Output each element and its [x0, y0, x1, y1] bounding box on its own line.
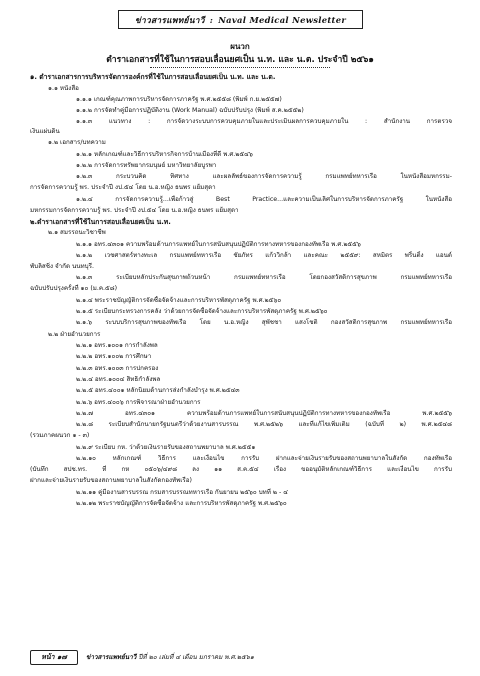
text-line: ๒.๑.๕ ระเบียบกระทรวงการคลัง ว่าด้วยการจัดซื้อจัดจ้างและการบริหารพัสดุภาครัฐ พ.ศ.๒๕๖๐: [76, 308, 328, 315]
text-line: ๒.๒.๙ ระเบียบ กห. ว่าด้วยเงินรายรับของสถานพยาบาล พ.ศ.๒๕๕๑: [76, 444, 256, 451]
text-line: ๑. ตำราเอกสารการบริหารจัดการองค์กรที่ใช้ในการสอบเลื่อนยศเป็น น.ท. และ น.ต.: [30, 73, 276, 81]
text-line: (รวมภาคผนวก ๑ - ๓): [30, 432, 90, 439]
header-separator: :: [209, 14, 214, 25]
text-line: ๒.๑ สมรรถนะวิชาชีพ: [48, 229, 106, 236]
text-line: ๒.๒.๖ อทร.๔๐๐๖ การพิจารณาฝ่ายอำนวยการ: [76, 399, 201, 406]
text-line: ๒.๑.๔ พระราชบัญญัติการจัดซื้อจัดจ้างและการบริหารพัสดุภาครัฐ พ.ศ.๒๕๖๐: [76, 297, 282, 304]
text-line: ๒.๒.๓ อทร.๑๐๐๓ การปกครอง: [76, 365, 159, 372]
footer-newsletter-name: ข่าวสารแพทย์นาวี: [86, 653, 137, 661]
newsletter-header: [118, 10, 363, 29]
text-line: ๑.๒ เอกสาร/บทความ: [48, 139, 106, 146]
document-title: ตำราเอกสารที่ใช้ในการสอบเลื่อนยศเป็น น.ท. และ น.ต. ประจำปี ๒๕๖๑: [106, 55, 374, 65]
text-line: ฉบับปรับปรุงครั้งที่ ๑๐ (ม.ค.๕๘): [30, 285, 118, 292]
footer-issue-info: [86, 652, 254, 662]
text-line: ๑.๒.๒ การจัดการทรัพยากรมนุษย์ มหาวิทยาลัยบูรพา: [76, 162, 217, 169]
text-line: ๑.๑.๑ เกณฑ์คุณภาพการบริหารจัดการภาครัฐ พ.ศ.๒๕๕๘ (พิมพ์ ก.ย.๒๕๕๗): [76, 96, 282, 103]
text-line: ฝากและจ่ายเงินรายรับของสถานพยาบาลในสังกัดกองทัพเรือ): [30, 477, 192, 484]
text-line: ๑.๒.๑ หลักเกณฑ์และวิธีการบริหารกิจการบ้านเมืองที่ดี พ.ศ.๒๕๔๖: [76, 151, 253, 158]
text-line: ๑.๒.๔ การจัดการความรู้...เพื่อก้าวสู่ Best Practice...และความเป็นเลิศในการบริหารจัดการภาครัฐ ในหนังสือ: [76, 196, 452, 203]
page-footer: [30, 650, 450, 666]
title-divider: [150, 67, 330, 68]
text-line: ๒.๑.๑ อทร.๔๓๐๑ ความพร้อมด้านการแพทย์ในการสนับสนุนปฏิบัติการทางทหารของกองทัพเรือ พ.ศ.๒๕๕๖: [76, 241, 361, 248]
text-line: ๒.๒ ฝ่ายอำนวยการ: [48, 331, 101, 338]
header-thai-title: ข่าวสารแพทย์นาวี: [134, 14, 205, 25]
text-line: การจัดการความรู้ พร. ประจำปี งป.๕๔ โดย น.อ.หญิง ธนพร แย้มสุดา: [30, 184, 216, 191]
text-line: มหกรรมการจัดการความรู้ พร. ประจำปี งป.๕๔ โดย น.อ.หญิง ธนพร แย้มสุดา: [30, 207, 239, 214]
text-line: ๑.๑.๓ แนวทาง : การจัดวางระบบการควบคุมภายในและประเมินผลการควบคุมภายใน : สำนักงาน การตรวจ: [76, 118, 452, 125]
text-line: ๒.๒.๑๐ หลักเกณฑ์ วิธีการ และเงื่อนไข การรับ ฝากและจ่ายเงินรายรับของสถานพยาบาลในสังกัด กองทัพเรือ: [76, 455, 452, 462]
text-line: ๒.๒.๒ อทร.๑๐๐๒ การศึกษา: [76, 353, 152, 360]
text-line: ๑.๒.๓ กระบวนคิด ทิศทาง และผลลัพธ์ของการจัดการความรู้ กรมแพทย์ทหารเรือ ในหนังสือมหกรรม-: [76, 173, 452, 180]
text-line: ๒.๒.๕ อทร.๔๐๐๑ หลักนิยมด้านการส่งกำลังบำรุง พ.ศ.๒๕๔๓: [76, 387, 240, 394]
text-line: ๒.๒.๑๑ คู่มืองานสารบรรณ กรมสารบรรณทหารเรือ กันยายน ๒๕๖๐ บทที่ ๒ - ๔: [76, 489, 288, 496]
page-number: หน้า ๑๗: [30, 650, 78, 665]
text-line: ๒.๑.๓ ระเบียบหลักประกันสุขภาพถ้วนหน้า กรมแพทย์ทหารเรือ โดยกองสวัสดิการสุขภาพ กรมแพทย์ทหารเรือ: [76, 274, 452, 281]
text-line: ๑.๑ หนังสือ: [48, 85, 79, 92]
document-body: [0, 72, 480, 644]
text-line: พับลิสชิ่ง จำกัด นนทบุรี.: [30, 263, 94, 270]
text-line: ๒.๒.๑ อทร.๑๐๐๑ การกำลังพล: [76, 342, 158, 349]
text-line: ๒.๑.๒ เวชศาสตร์ทางทะเล กรมแพทย์ทหารเรือ ชัยภัทร แก้ววิกล้า และคณะ ๒๕๕๙: สหมิตร พริ้นติ้ง แอนด์: [76, 252, 452, 259]
text-line: (บันทึก สปช.ทร. ที่ กห ๐๕๐๖/๔๙๘ ลง ๑๑ ส.ค.๕๔ เรื่อง ขออนุมัติหลักเกณฑ์วิธีการ และเงื่อนไข การรับ: [30, 466, 452, 473]
text-line: ๑.๑.๒ การจัดทำคู่มือการปฏิบัติงาน (Work Manual) ฉบับปรับปรุง (พิมพ์ ส.ค.๒๕๕๒): [76, 107, 304, 114]
text-line: ๒.๒.๔ อทร.๑๐๐๔ สิทธิกำลังพล: [76, 376, 161, 383]
header-english-title: Naval Medical Newsletter: [218, 14, 347, 25]
footer-issue: ปีที่ ๒๐ เล่มที่ ๔ เดือน มกราคม พ.ศ.๒๕๖๑: [138, 653, 254, 661]
annex-heading: ผนวก: [230, 42, 250, 51]
text-line: เงินแผ่นดิน: [30, 128, 60, 135]
text-line: ๒.ตำราเอกสารที่ใช้ในการสอบเลื่อนยศเป็น น.ท.: [30, 218, 171, 226]
text-line: ๒.๑.๖ ระบบบริการสุขภาพของทัพเรือ โดย น.อ.หญิง สุพัชชา แสงโชติ กองสวัสดิการสุขภาพ กรมแพทย์ทหารเรือ: [76, 319, 452, 326]
text-line: ๒.๒.๘ ระเบียบสำนักนายกรัฐมนตรีว่าด้วยงานสารบรรณ พ.ศ.๒๕๒๖ และที่แก้ไขเพิ่มเติม (ฉบับที่ ๒) พ.ศ.๒๕๔๘: [76, 421, 452, 428]
text-line: ๒.๒.๗ อทร.๔๓๐๑ ความพร้อมด้านการแพทย์ในการสนับสนุนปฏิบัติการทางทหารของกองทัพเรือ พ.ศ.๒๕๕๖: [76, 410, 452, 417]
text-line: ๒.๒.๑๒ พระราชบัญญัติการจัดซื้อจัดจ้าง และการบริหารพัสดุภาครัฐ พ.ศ.๒๕๖๐: [76, 500, 287, 507]
